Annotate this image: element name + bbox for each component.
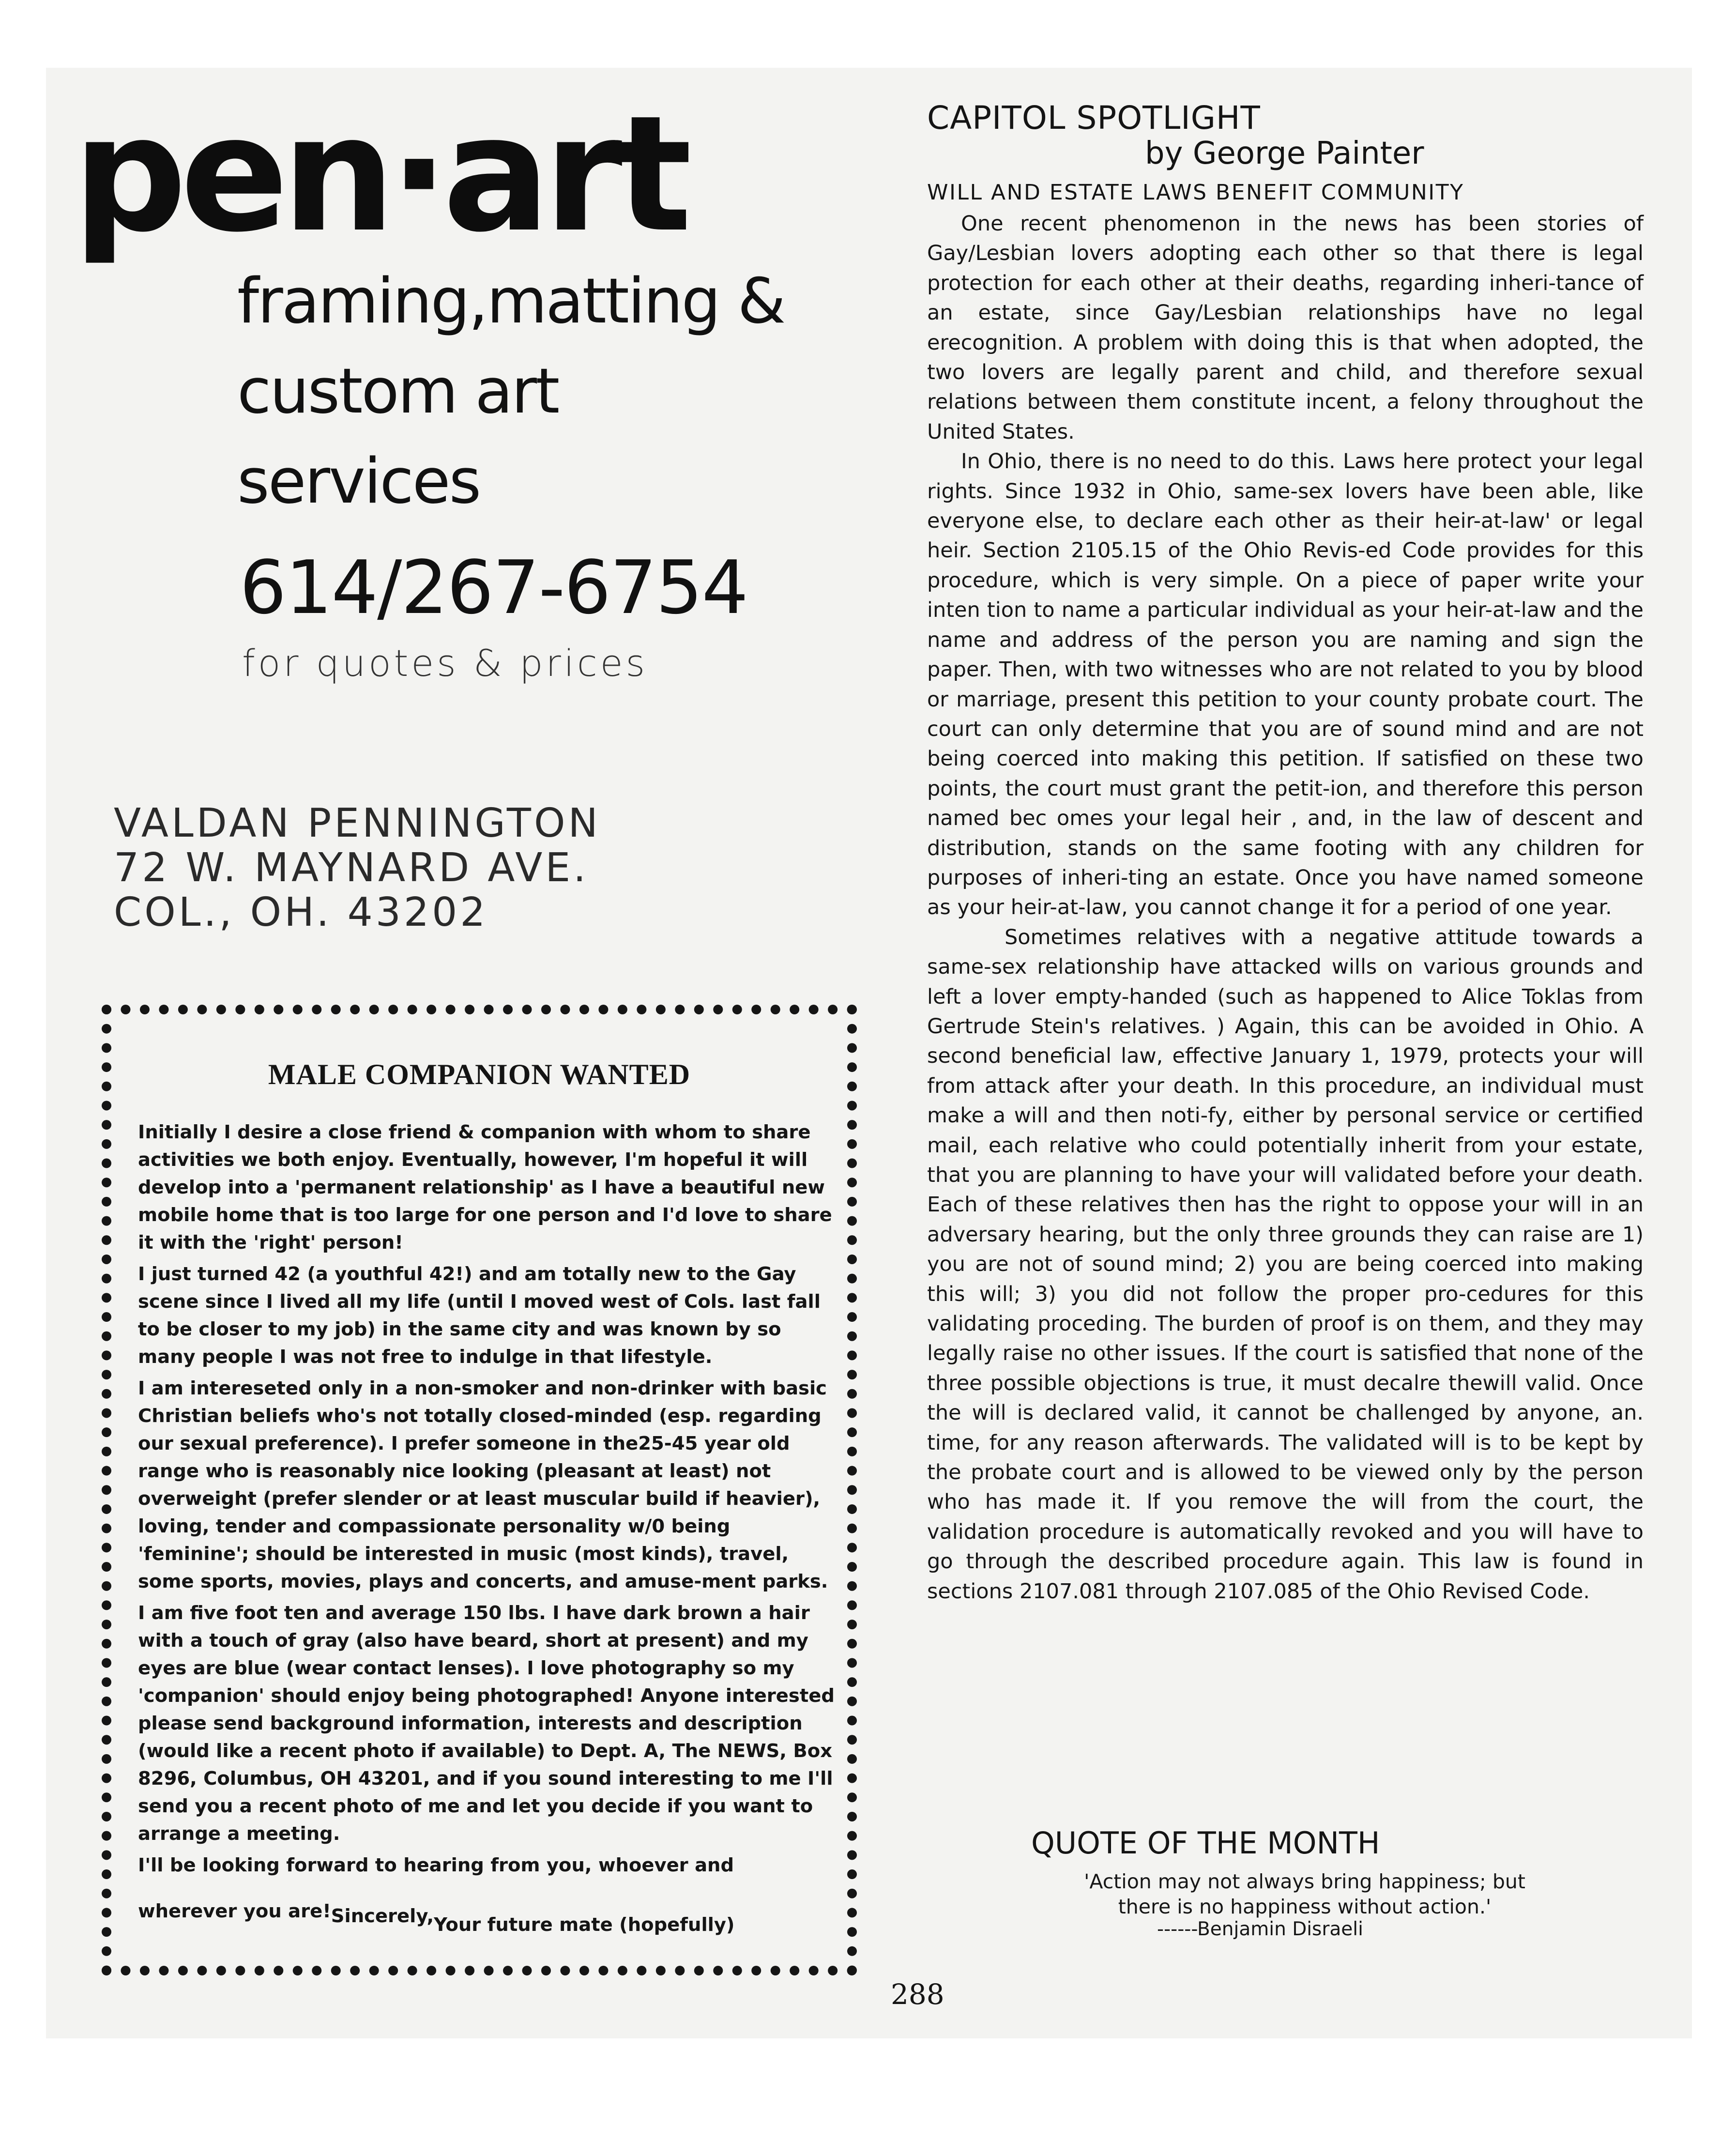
penart-logo: pen·art <box>73 81 685 267</box>
address-line: 72 W. MAYNARD AVE. <box>114 845 589 891</box>
quote-text <box>1031 1869 1578 1919</box>
quote-line: there is no happiness without action.' <box>1118 1895 1492 1918</box>
signoff-sincerely: Sincerely, <box>331 1905 434 1927</box>
signoff-signature: Your future mate (hopefully) <box>434 1914 735 1936</box>
penart-tagline: for quotes & prices <box>242 642 648 685</box>
classified-signoff <box>138 1900 835 1936</box>
classified-title: MALE COMPANION WANTED <box>268 1058 691 1090</box>
column-kicker: CAPITOL SPOTLIGHT <box>927 99 1261 137</box>
penart-address <box>114 801 601 935</box>
classified-paragraph: I am intereseted only in a non-smoker and non-drinker with basic Christian beliefs who's not totally closed-minded (esp. regarding our sexual preference). I prefer someone in the25-45 year old range who is reasonably nice looking (pleasant at least) not overweight (prefer slender or at least muscular build if heavier), loving, tender and compassionate personality w/0 being 'feminine'; should be interested in music (most kinds), travel, some sports, movies, plays and concerts, and amuse-ment parks. <box>138 1377 828 1592</box>
classified-paragraph: I am five foot ten and average 150 lbs. I have dark brown a hair with a touch of gray (also have beard, short at present) and my eyes are blue (wear contact lenses). I love photography so my 'companion' should enjoy being photographed! Anyone interested please send background information, interests and description (would like a recent photo if available) to Dept. A, The NEWS, Box 8296, Columbus, OH 43201, and if you sound interesting to me I'll send you a recent photo of me and let you decide if you want to arrange a meeting. <box>138 1602 835 1845</box>
quote-line: 'Action may not always bring happiness; but <box>1084 1870 1525 1893</box>
classified-paragraph: Initially I desire a close friend & companion with whom to share activities we both enjoy. Eventually, however, I'm hopeful it will develop into a 'permanent relationship' as I have a beautiful new mobile home that is too large for one person and I'd love to share it with the 'right' person! <box>138 1121 832 1254</box>
penart-advertisement <box>73 81 871 942</box>
article-body <box>927 209 1644 1606</box>
companion-classified-box <box>102 1005 857 1975</box>
page-number: 288 <box>891 1978 944 2011</box>
article-headline: WILL AND ESTATE LAWS BENEFIT COMMUNITY <box>927 180 1464 205</box>
signoff-lead: wherever you are! <box>138 1900 331 1922</box>
article-paragraph: Sometimes relatives with a negative attitude towards a same-sex relationship have attacked wills on various grounds and left a lover empty-handed (such as happened to Alice Toklas from Gertrude Stein's relatives. ) Again, this can be avoided in Ohio. A second beneficial law, effective January 1, 1979, protects your will from attack after your death. In this procedure, an individual must make a will and then noti-fy, either by personal service or certified mail, each relative who could potentially inherit from your estate, that you are planning to have your will validated before your death. Each of these relatives then has the right to oppose your will in an adversary hearing, but the only three grounds they can raise are 1) you are not of sound mind; 2) you are being coerced into making this will; 3) you did not follow the proper pro-cedures for this validating proceding. The burden of proof is on them, and they may legally raise no other issues. If the court is satisfied that none of the three possible objections is true, it must decalre thewill valid. Once the will is declared valid, it cannot be challenged by anyone, an. time, for any reason afterwards. The validated will is to be kept by the probate court and is allowed to be viewed only by the person who has made it. If you remove the will from the court, the validation procedure is automatically revoked and you will have to go through the described procedure again. This law is found in sections 2107.081 through 2107.085 of the Ohio Revised Code. <box>927 925 1644 1604</box>
classified-paragraph: I'll be looking forward to hearing from you, whoever and <box>138 1854 734 1876</box>
quote-heading: QUOTE OF THE MONTH <box>1031 1825 1380 1861</box>
service-line: services <box>237 445 480 518</box>
classified-paragraph: I just turned 42 (a youthful 42!) and am totally new to the Gay scene since I lived all my life (until I moved west of Cols. last fall to be closer to my job) in the same city and was known by so many people I was not free to indulge in that lifestyle. <box>138 1263 821 1368</box>
penart-services <box>237 257 891 527</box>
address-line: COL., OH. 43202 <box>114 889 488 935</box>
article-paragraph: In Ohio, there is no need to do this. Laws here protect your legal rights. Since 1932 in Ohio, same-sex lovers have been able, like everyone else, to declare each other as their heir-at-law' or legal heir. Section 2105.15 of the Ohio Revis-ed Code provides for this procedure, which is very simple. On a piece of paper write your inten tion to name a particular individual as your heir-at-law and the name and address of the person you are naming and sign the paper. Then, with two witnesses who are not related to you by blood or marriage, present this petition to your county probate court. The court can only determine that you are of sound mind and are not being coerced into making this petition. If satisfied on these two points, the court must grant the petit-ion, and therefore this person named bec omes your legal heir , and, in the law of descent and distribution, stands on the same footing with any children for purposes of inheri-ting an estate. Once you have named someone as your heir-at-law, you cannot change it for a period of one year. <box>927 449 1644 920</box>
article-paragraph: One recent phenomenon in the news has been stories of Gay/Lesbian lovers adopting each other so that there is legal protection for each other at their deaths, regarding inheri-tance of an estate, since Gay/Lesbian relationships have no legal erecognition. A problem with doing this is that when adopted, the two lovers are legally parent and child, and therefore sexual relations between them constitute incent, a felony throughout the United States. <box>927 212 1644 444</box>
classified-body <box>138 1118 835 1879</box>
column-byline: by George Painter <box>1145 136 1424 171</box>
service-line: custom art <box>237 355 559 428</box>
address-line: VALDAN PENNINGTON <box>114 800 601 846</box>
service-line: framing,matting & <box>237 265 785 337</box>
quote-author: ------Benjamin Disraeli <box>1157 1918 1363 1940</box>
penart-phone: 614/267-6754 <box>240 545 748 630</box>
